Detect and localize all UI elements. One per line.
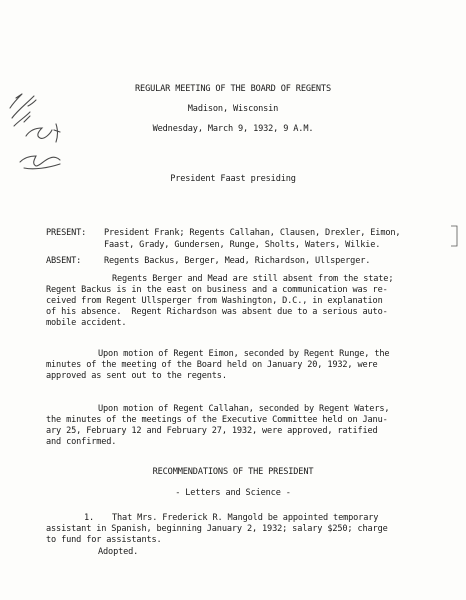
recommendations-heading: RECOMMENDATIONS OF THE PRESIDENT	[152, 467, 314, 477]
absence-paragraph-line: Regents Berger and Mead are still absent from the state;	[112, 274, 394, 284]
absence-paragraph-line: Regent Backus is in the east on business and a communication was re-	[46, 285, 388, 295]
recommendations-subheading: - Letters and Science -	[175, 488, 291, 498]
bracket-mark-icon	[450, 225, 458, 247]
absence-paragraph-line: of his absence. Regent Richardson was absent due to a serious auto-	[46, 307, 388, 317]
recommendation-adopted: Adopted.	[98, 547, 139, 557]
absence-paragraph-line: mobile accident.	[46, 318, 127, 328]
presiding-line: President Faast presiding	[170, 174, 296, 184]
present-label: PRESENT:	[46, 228, 87, 238]
recommendation-item-line: to fund for assistants.	[46, 535, 162, 545]
minutes-paragraph-line: minutes of the meeting of the Board held on January 20, 1932, were	[46, 360, 378, 370]
recommendation-item-number: 1.	[84, 513, 95, 523]
present-line-1: President Frank; Regents Callahan, Clausen, Drexler, Eimon,	[104, 228, 401, 238]
recommendation-item-line: That Mrs. Frederick R. Mangold be appointed temporary	[112, 513, 379, 523]
absent-label: ABSENT:	[46, 256, 82, 266]
document-date: Wednesday, March 9, 1932, 9 A.M.	[152, 124, 314, 134]
absence-paragraph-line: ceived from Regent Ullsperger from Washington, D.C., in explanation	[46, 296, 383, 306]
executive-paragraph-line: ary 25, February 12 and February 27, 1932, were approved, ratified	[46, 426, 378, 436]
minutes-paragraph-line: Upon motion of Regent Eimon, seconded by Regent Runge, the	[98, 349, 390, 359]
executive-paragraph-line: and confirmed.	[46, 437, 117, 447]
document-title: REGULAR MEETING OF THE BOARD OF REGENTS	[135, 84, 331, 94]
recommendation-item-line: assistant in Spanish, beginning January 2, 1932; salary $250; charge	[46, 524, 388, 534]
executive-paragraph-line: the minutes of the meetings of the Executive Committee held on Janu-	[46, 415, 388, 425]
minutes-paragraph-line: approved as sent out to the regents.	[46, 371, 227, 381]
absent-line-1: Regents Backus, Berger, Mead, Richardson, Ullsperger.	[104, 256, 371, 266]
present-line-2: Faast, Grady, Gundersen, Runge, Sholts, Waters, Wilkie.	[104, 240, 381, 250]
executive-paragraph-line: Upon motion of Regent Callahan, seconded by Regent Waters,	[98, 404, 390, 414]
document-location: Madison, Wisconsin	[187, 104, 279, 114]
